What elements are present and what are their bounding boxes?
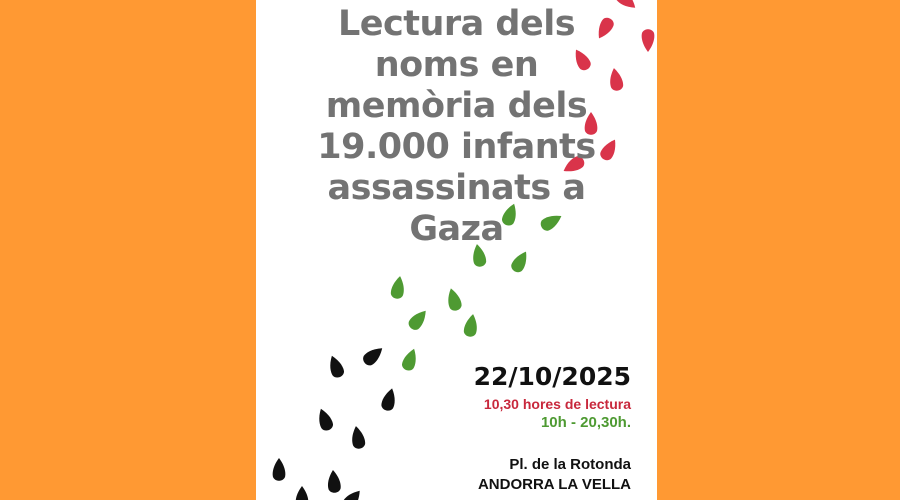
green-drop — [400, 347, 420, 373]
black-drop — [380, 387, 398, 412]
event-place: Pl. de la Rotonda — [509, 456, 631, 473]
green-drop — [509, 248, 531, 274]
event-date: 22/10/2025 — [473, 362, 631, 391]
reading-hours-label: 10,30 hores de lectura — [483, 396, 631, 412]
black-drop — [361, 343, 387, 367]
green-drop — [390, 275, 406, 300]
black-drop — [273, 458, 286, 481]
event-hours: 10h - 20,30h. — [540, 414, 631, 431]
title-line: assassinats a — [327, 168, 586, 208]
green-drop — [406, 307, 430, 333]
black-drop — [296, 486, 309, 500]
green-drop — [445, 287, 463, 312]
poster-title — [256, 4, 657, 250]
event-city: ANDORRA LA VELLA — [477, 476, 631, 493]
black-drop — [315, 407, 335, 433]
black-drop — [327, 469, 342, 493]
title-line: Gaza — [409, 209, 504, 249]
green-drop — [463, 313, 479, 338]
black-footprints — [273, 343, 399, 500]
poster — [256, 0, 657, 500]
title-line: Lectura dels — [337, 4, 576, 44]
black-drop — [326, 354, 346, 380]
title-line: 19.000 infants — [317, 127, 596, 167]
title-line: memòria dels — [325, 86, 588, 126]
black-drop — [350, 425, 366, 450]
title-line: noms en — [374, 45, 539, 85]
black-drop — [340, 487, 364, 500]
